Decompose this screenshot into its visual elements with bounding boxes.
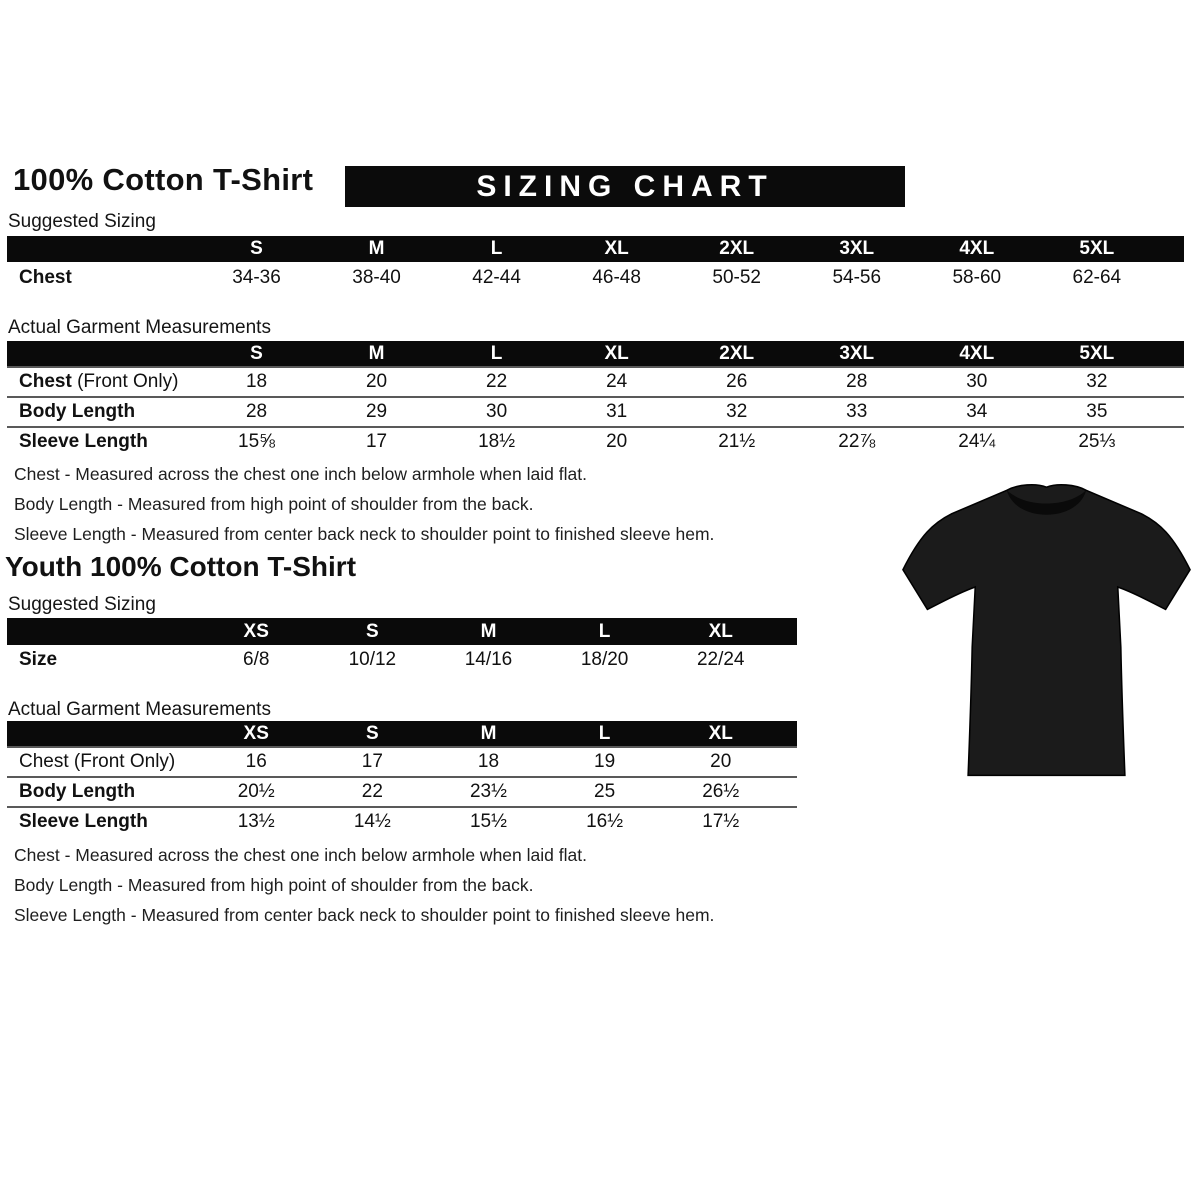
size-col-header: L [547,618,663,645]
youth-garment-table [7,721,797,836]
measurement-value: 31 [557,397,677,427]
measurement-value: 62-64 [1072,267,1122,288]
youth-measurement-notes [14,840,714,930]
size-col-header: 3XL [797,341,917,367]
size-col-header: S [314,618,430,645]
measurement-value: 30 [917,367,1037,397]
note-line: Sleeve Length - Measured from center back neck to shoulder point to finished sleeve hem. [14,524,715,544]
size-col-header: 2XL [677,236,797,262]
measurement-value: 35 [1037,397,1157,427]
adult-garment-table [7,341,1184,456]
empty-header-cell [7,721,198,747]
chest-front-only-row [7,747,797,777]
size-col-header: M [317,236,437,262]
size-col-header: S [196,236,316,262]
measurement-value: 58-60 [952,267,1002,288]
measurement-value: 46-48 [592,267,641,288]
measurement-value: 22/24 [696,649,745,670]
measurement-value: 17½ [663,807,779,836]
youth-suggested-table [7,618,797,675]
measurement-value: 20½ [198,777,314,807]
row-label: Chest (Front Only) [7,747,198,777]
measurement-value: 13½ [198,807,314,836]
size-col-header: 5XL [1037,341,1157,367]
row-label: Size [19,649,58,670]
measurement-value: 18/20 [580,649,629,670]
chest-front-only-row [7,367,1184,397]
size-col-header: M [430,618,546,645]
size-col-header: M [317,341,437,367]
measurement-value: 15⅝ [196,427,316,456]
measurement-value: 17 [314,747,430,777]
size-col-header: M [430,721,546,747]
measurement-value: 22 [314,777,430,807]
black-tshirt-image [893,474,1200,810]
measurement-value: 54-56 [832,267,882,288]
empty-header-cell [7,341,196,367]
sizing-chart-banner-text: SIZING CHART [476,169,774,203]
empty-header-cell [1157,236,1184,262]
note-line: Body Length - Measured from high point of shoulder from the back. [14,875,534,895]
measurement-value: 25 [547,777,663,807]
size-row [7,645,797,675]
measurement-value: 22 [437,367,557,397]
measurement-value: 18 [196,367,316,397]
adult-suggested-table [7,236,1184,294]
measurement-value: 33 [797,397,917,427]
measurement-value: 14½ [314,807,430,836]
measurement-value: 25⅓ [1037,427,1157,456]
note-line: Chest - Measured across the chest one inch below armhole when laid flat. [14,464,587,484]
table-header-row [7,341,1184,367]
table-header-row [7,618,797,645]
measurement-value: 29 [317,397,437,427]
measurement-value: 42-44 [472,267,521,288]
size-col-header: XS [198,721,314,747]
adult-suggested-heading: Suggested Sizing [8,211,156,232]
youth-title: Youth 100% Cotton T-Shirt [5,551,357,582]
measurement-value: 22⅞ [797,427,917,456]
measurement-value: 32 [1037,367,1157,397]
measurement-value: 19 [547,747,663,777]
size-col-header: XS [198,618,314,645]
measurement-value: 23½ [430,777,546,807]
table-header-row [7,236,1184,262]
measurement-value: 20 [557,427,677,456]
measurement-value: 21½ [677,427,797,456]
measurement-value: 14/16 [464,649,513,670]
measurement-value: 24 [557,367,677,397]
measurement-value: 28 [797,367,917,397]
page-title: 100% Cotton T-Shirt [13,162,314,197]
measurement-value: 28 [196,397,316,427]
sleeve-length-row [7,427,1184,456]
body-length-row [7,777,797,807]
measurement-value: 20 [663,747,779,777]
size-col-header: 2XL [677,341,797,367]
measurement-value: 26 [677,367,797,397]
measurement-value: 16½ [547,807,663,836]
sleeve-length-row [7,807,797,836]
note-line: Chest - Measured across the chest one inch below armhole when laid flat. [14,845,587,865]
measurement-value: 16 [198,747,314,777]
measurement-value: 20 [317,367,437,397]
size-col-header: 5XL [1037,236,1157,262]
measurement-value: 32 [677,397,797,427]
size-col-header: S [314,721,430,747]
measurement-value: 26½ [663,777,779,807]
row-label: Chest [19,267,72,288]
measurement-value: 17 [317,427,437,456]
youth-suggested-heading: Suggested Sizing [8,594,156,615]
row-label: Body Length [7,777,198,807]
size-col-header: 3XL [797,236,917,262]
row-label: Chest (Front Only) [7,367,196,397]
measurement-value: 6/8 [243,649,270,670]
measurement-value: 24¼ [917,427,1037,456]
measurement-value: 15½ [430,807,546,836]
row-label: Sleeve Length [7,427,196,456]
measurement-value: 34-36 [232,267,281,288]
measurement-value: 18½ [437,427,557,456]
size-col-header: L [437,341,557,367]
row-label: Sleeve Length [7,807,198,836]
measurement-value: 30 [437,397,557,427]
note-line: Body Length - Measured from high point of shoulder from the back. [14,494,534,514]
youth-garment-heading: Actual Garment Measurements [8,699,271,720]
adult-measurement-notes [14,459,714,549]
measurement-value: 38-40 [352,267,401,288]
size-col-header: 4XL [917,236,1037,262]
adult-garment-heading: Actual Garment Measurements [8,317,271,338]
empty-header-cell [779,618,797,645]
size-col-header: S [196,341,316,367]
size-col-header: 4XL [917,341,1037,367]
empty-header-cell [7,618,198,645]
size-col-header: L [547,721,663,747]
sizing-chart-banner [345,166,905,207]
measurement-value: 50-52 [712,267,761,288]
body-length-row [7,397,1184,427]
row-label: Body Length [7,397,196,427]
measurement-value: 34 [917,397,1037,427]
size-col-header: L [437,236,557,262]
size-col-header: XL [557,341,677,367]
measurement-value: 10/12 [348,649,397,670]
empty-header-cell [779,721,797,747]
size-col-header: XL [557,236,677,262]
chest-row [7,262,1184,294]
empty-header-cell [1157,341,1184,367]
table-header-row [7,721,797,747]
size-col-header: XL [663,618,779,645]
note-line: Sleeve Length - Measured from center back neck to shoulder point to finished sleeve hem. [14,905,715,925]
measurement-value: 18 [430,747,546,777]
tshirt-body-shape [903,485,1190,776]
empty-header-cell [7,236,196,262]
size-col-header: XL [663,721,779,747]
